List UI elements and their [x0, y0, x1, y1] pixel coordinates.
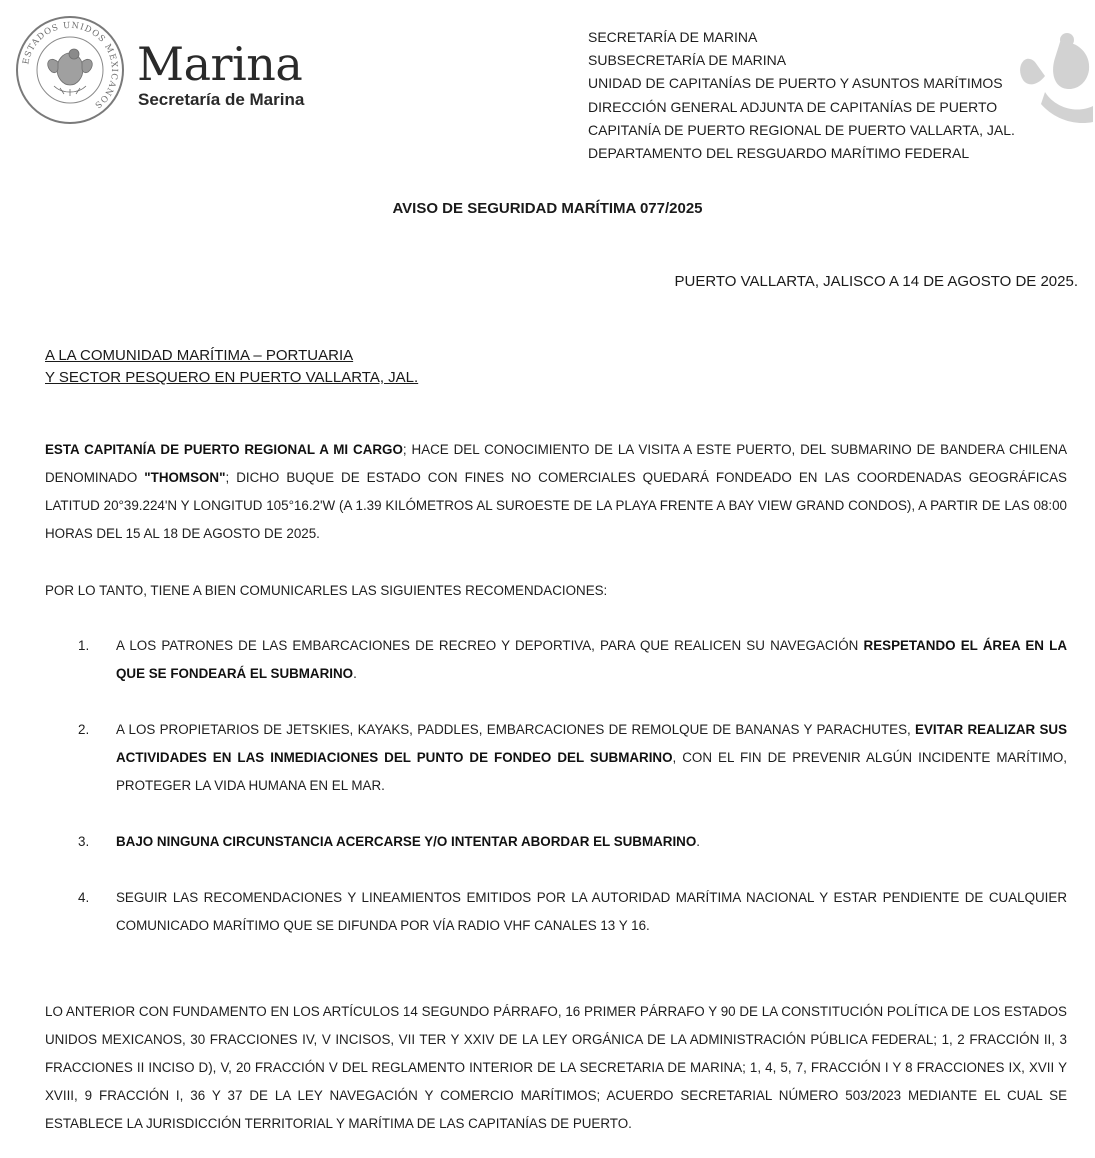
- list-text-part: A LOS PROPIETARIOS DE JETSKIES, KAYAKS, PADDLES, EMBARCACIONES DE REMOLQUE DE BANANAS Y PARACHUTES,: [116, 722, 916, 737]
- header-line: DIRECCIÓN GENERAL ADJUNTA DE CAPITANÍAS DE PUERTO: [588, 98, 998, 115]
- header-lines: [588, 26, 1078, 165]
- place-date: PUERTO VALLARTA, JALISCO A 14 DE AGOSTO DE 2025.: [674, 273, 1078, 290]
- header-line: CAPITANÍA DE PUERTO REGIONAL DE PUERTO VALLARTA, JAL.: [588, 121, 1015, 138]
- list-text-part: A LOS PATRONES DE LAS EMBARCACIONES DE RECREO Y DEPORTIVA, PARA QUE REALICEN SU NAVEGACIÓN: [116, 638, 864, 653]
- list-number: 1.: [78, 638, 90, 653]
- vessel-name: "THOMSON": [144, 470, 226, 485]
- intro-bold: ESTA CAPITANÍA DE PUERTO REGIONAL A MI CARGO: [45, 442, 403, 457]
- list-text-part: SEGUIR LAS RECOMENDACIONES Y LINEAMIENTOS EMITIDOS POR LA AUTORIDAD MARÍTIMA NACIONAL Y ESTAR PENDIENTE DE CUALQUIER COMUNICADO MARÍTIMO QUE SE DIFUNDA POR VÍA RADIO VHF CANALES 13 Y 16.: [116, 890, 1067, 933]
- national-seal-icon: [14, 14, 126, 126]
- seal-ring-text: ESTADOS UNIDOS MEXICANOS: [21, 20, 120, 111]
- list-text-part: , CON EL FIN DE PREVENIR ALGÚN INCIDENTE MARÍTIMO, PROTEGER LA VIDA HUMANA EN EL MAR.: [116, 750, 1067, 793]
- header-line: SUBSECRETARÍA DE MARINA: [588, 52, 787, 69]
- brand-title: Marina: [137, 37, 303, 91]
- list-text: [116, 632, 1067, 688]
- recipient-line: A LA COMUNIDAD MARÍTIMA – PORTUARIA: [45, 347, 354, 364]
- list-text-bold: EVITAR REALIZAR SUS ACTIVIDADES EN LAS INMEDIACIONES DEL PUNTO DE FONDEO DEL SUBMARINO: [116, 722, 1068, 765]
- notice-title: AVISO DE SEGURIDAD MARÍTIMA 077/2025: [392, 200, 703, 217]
- header-line: UNIDAD DE CAPITANÍAS DE PUERTO Y ASUNTOS MARÍTIMOS: [588, 75, 1003, 92]
- intro-paragraph: [45, 436, 1067, 548]
- header-line: SECRETARÍA DE MARINA: [588, 29, 758, 45]
- legal-basis-paragraph: LO ANTERIOR CON FUNDAMENTO EN LOS ARTÍCULOS 14 SEGUNDO PÁRRAFO, 16 PRIMER PÁRRAFO Y 90 DE LA CONSTITUCIÓN POLÍTICA DE LOS ESTADOS UNIDOS MEXICANOS, 30 FRACCIONES IV, V INCISOS, VII TER Y XXIV DE LA LEY ORGÁNICA DE LA ADMINISTRACIÓN PÚBLICA FEDERAL; 1, 2 FRACCIÓN II, 3 FRACCIONES II INCISO D), V, 20 FRACCIÓN V DEL REGLAMENTO INTERIOR DE LA SECRETARIA DE MARINA; 1, 4, 5, 7, FRACCIÓN I Y 8 FRACCIONES IX, XVII Y XVIII, 9 FRACCIÓN I, 36 Y 37 DE LA LEY NAVEGACIÓN Y COMERCIO MARÍTIMOS; ACUERDO SECRETARIAL NÚMERO 503/2023 MEDIANTE EL CUAL SE ESTABLECE LA JURISDICCIÓN TERRITORIAL Y MARÍTIMA DE LAS CAPITANÍAS DE PUERTO.: [45, 1004, 1067, 1131]
- brand-subtitle: Secretaría de Marina: [138, 90, 305, 109]
- header-line: DEPARTAMENTO DEL RESGUARDO MARÍTIMO FEDERAL: [588, 145, 970, 162]
- list-text-bold: BAJO NINGUNA CIRCUNSTANCIA ACERCARSE Y/O INTENTAR ABORDAR EL SUBMARINO: [116, 834, 697, 849]
- list-number: 3.: [78, 834, 90, 849]
- list-number: 4.: [78, 890, 90, 905]
- list-text-part: .: [353, 666, 357, 681]
- recommendations-intro: POR LO TANTO, TIENE A BIEN COMUNICARLES LAS SIGUIENTES RECOMENDACIONES:: [45, 583, 608, 598]
- list-number: 2.: [78, 722, 90, 737]
- list-text: [116, 884, 1067, 940]
- intro-text: ; HACE DEL CONOCIMIENTO DE LA VISITA A ESTE PUERTO, DEL SUBMARINO DE BANDERA CHILENA DENOMINADO: [45, 442, 1067, 485]
- intro-text: ; DICHO BUQUE DE ESTADO CON FINES NO COMERCIALES QUEDARÁ FONDEADO EN LAS COORDENADAS GEOGRÁFICAS LATITUD 20°39.224'N Y LONGITUD 105°16.2'W (A 1.39 KILÓMETROS AL SUROESTE DE LA PLAYA FRENTE A BAY VIEW GRAND CONDOS), A PARTIR DE LAS 08:00 HORAS DEL 15 AL 18 DE AGOSTO DE 2025.: [45, 470, 1067, 541]
- recipient-line: Y SECTOR PESQUERO EN PUERTO VALLARTA, JAL.: [45, 369, 419, 386]
- list-text: [116, 716, 1067, 800]
- recipient-block: [45, 345, 418, 389]
- list-text-part: .: [696, 834, 701, 849]
- list-text-bold: RESPETANDO EL ÁREA EN LA QUE SE FONDEARÁ EL SUBMARINO: [116, 638, 1067, 681]
- list-text: [116, 828, 1067, 856]
